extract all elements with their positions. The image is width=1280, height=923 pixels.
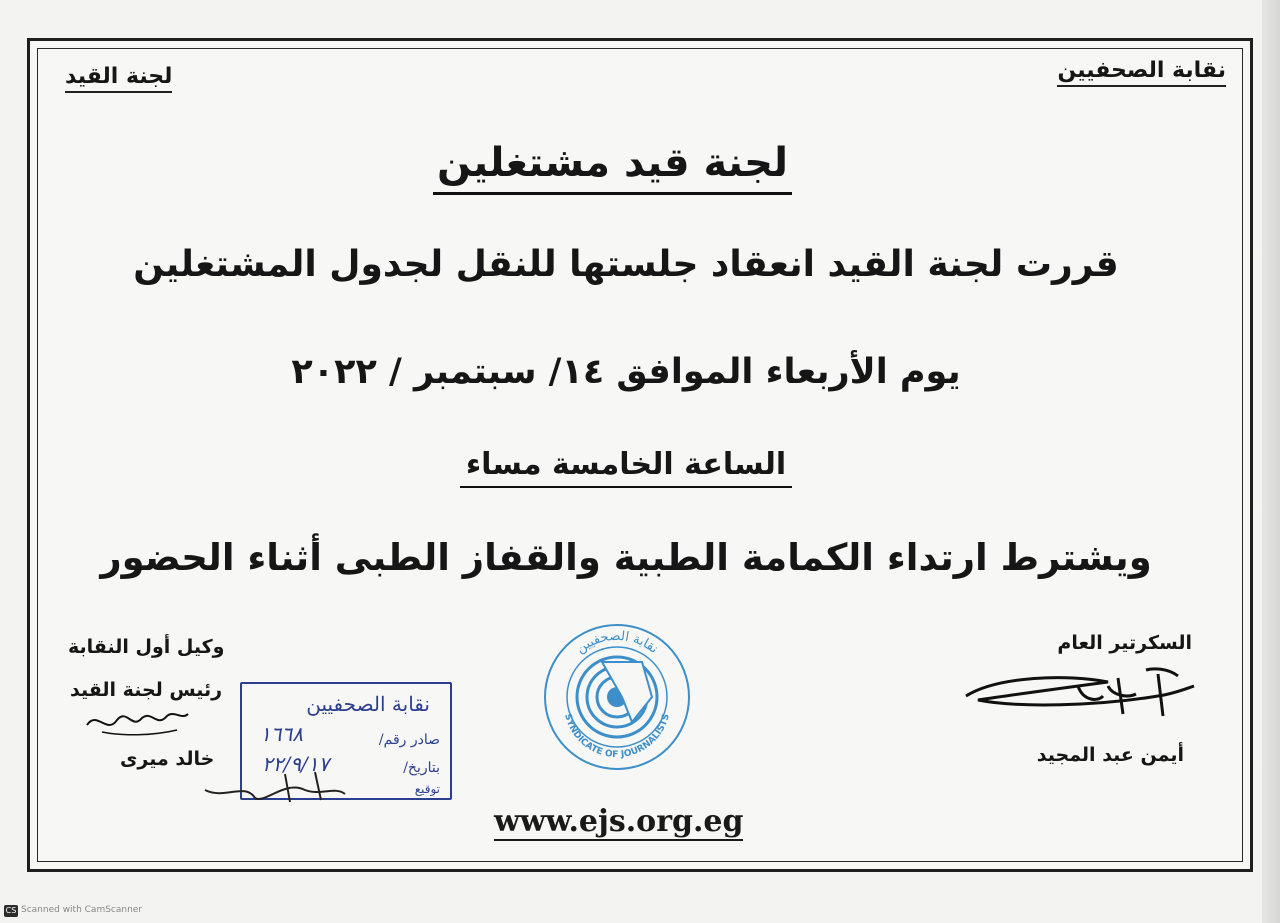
stamp-signature-label: توقيع bbox=[414, 782, 440, 796]
first-deputy-title: وكيل أول النقابة bbox=[68, 636, 225, 658]
website-text[interactable]: www.ejs.org.eg bbox=[494, 804, 744, 839]
stamp-date-value: ٢٢/٩/١٧ bbox=[262, 752, 330, 776]
committee-head-signature bbox=[82, 700, 192, 745]
secretary-general-title: السكرتير العام bbox=[1057, 632, 1192, 654]
page-title bbox=[0, 140, 1225, 186]
seal-english-text: SYNDICATE OF JOURNALISTS bbox=[562, 712, 672, 761]
registration-committee-head-title: رئيس لجنة القيد bbox=[70, 679, 223, 701]
scan-edge bbox=[1262, 0, 1280, 923]
stamp-number-label: صادر رقم/ bbox=[378, 732, 440, 748]
website-link[interactable] bbox=[494, 804, 743, 839]
camscanner-logo: CS bbox=[5, 906, 17, 915]
announcement-time-text: الساعة الخامسة مساء bbox=[460, 447, 792, 488]
announcement-time-line bbox=[0, 447, 1252, 482]
org-name: نقابة الصحفيين bbox=[1057, 58, 1226, 87]
stamp-signature-scribble bbox=[195, 760, 355, 810]
stamp-number-value: ١٦٦٨ bbox=[260, 722, 303, 746]
announcement-date-line: يوم الأربعاء الموافق ١٤/ سبتمبر / ٢٠٢٢ bbox=[291, 352, 961, 392]
stamp-date-label: بتاريخ/ bbox=[403, 760, 440, 776]
seal-arabic-text: نقابة الصحفيين bbox=[573, 628, 661, 657]
committee-head-name: خالد ميرى bbox=[120, 748, 215, 770]
syndicate-seal bbox=[542, 622, 692, 772]
announcement-line-1: قررت لجنة القيد انعقاد جلستها للنقل لجدول المشتغلين bbox=[133, 244, 1119, 285]
secretary-signature bbox=[958, 656, 1198, 736]
secretary-general-name: أيمن عبد المجيد bbox=[1036, 744, 1184, 766]
committee-name: لجنة القيد bbox=[65, 64, 172, 93]
stamp-title: نقابة الصحفيين bbox=[306, 692, 430, 716]
scanner-watermark: Scanned with CamScanner bbox=[21, 905, 143, 915]
announcement-requirement-line: ويشترط ارتداء الكمامة الطبية والقفاز الطبى أثناء الحضور bbox=[100, 536, 1152, 579]
page-title-text: لجنة قيد مشتغلين bbox=[433, 140, 792, 195]
